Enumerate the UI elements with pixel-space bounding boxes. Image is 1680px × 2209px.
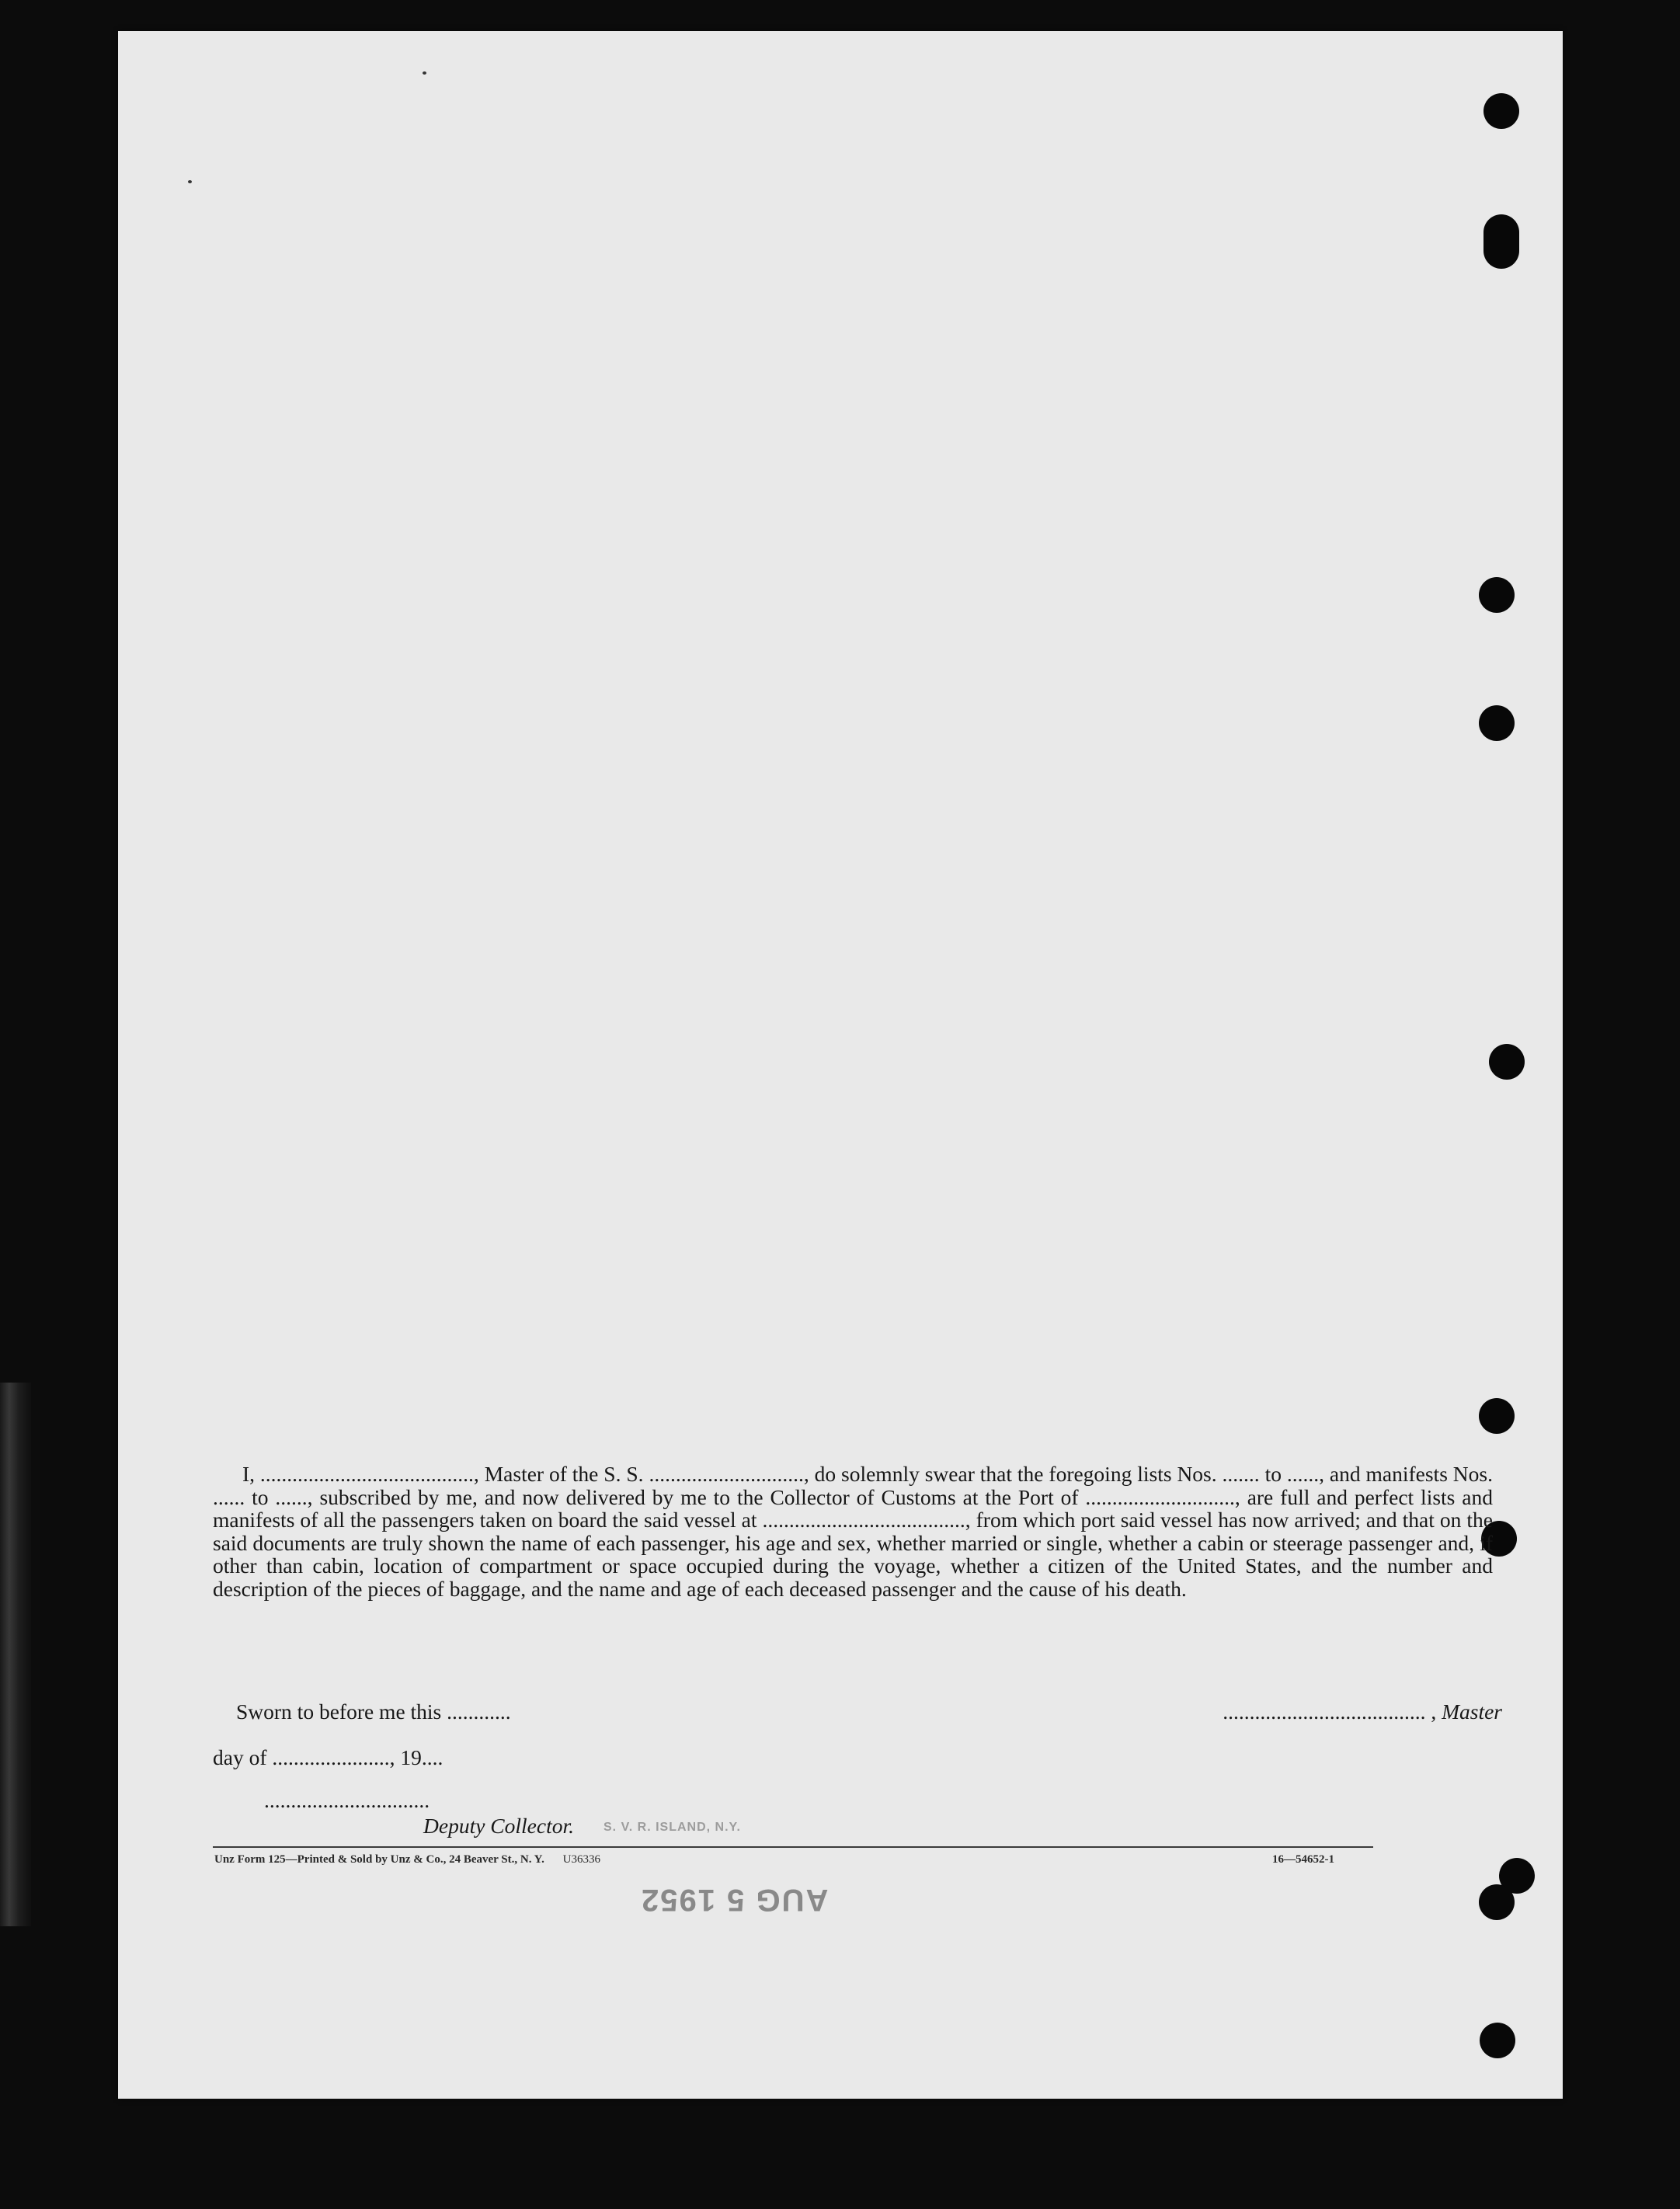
punch-hole xyxy=(1489,1044,1525,1080)
film-edge xyxy=(0,1383,31,1926)
sworn-line: Sworn to before me this ............ xyxy=(236,1699,511,1724)
master-label: Master xyxy=(1442,1699,1502,1724)
date-stamp: AUG 5 1952 xyxy=(640,1883,829,1917)
document-page xyxy=(118,31,1563,2099)
speck xyxy=(423,71,426,75)
form-number: 16—54652-1 xyxy=(1272,1853,1334,1866)
master-signature-line xyxy=(1223,1699,1502,1724)
deputy-signature-dots: ............................... xyxy=(264,1788,430,1812)
master-dots: ...................................... , xyxy=(1223,1699,1437,1724)
punch-hole xyxy=(1479,577,1515,613)
punch-hole xyxy=(1483,214,1519,269)
punch-hole xyxy=(1480,2023,1515,2058)
punch-hole xyxy=(1483,93,1519,129)
speck xyxy=(188,180,192,183)
form-imprint xyxy=(214,1853,600,1866)
imprint-code: U36336 xyxy=(562,1853,600,1866)
deputy-collector-label: Deputy Collector. xyxy=(423,1814,574,1838)
imprint-text: Unz Form 125—Printed & Sold by Unz & Co., 24 Beaver St., N. Y. xyxy=(214,1853,544,1866)
oath-text: I, ........................................, Master of the S. S. ............................., do solemnly swear that the foregoing lists Nos. ....... to ......, and manifests Nos. ...... to ......, subscribed by me, and now delivered by me to the Collector of Customs at the Port of ............................, are full and perfect lists and manifests of all the passengers taken on board the said vessel at ......................................, from which port said vessel has now arrived; and that on the said documents are truly shown the name of each passenger, his age and sex, whether married or single, whether a cabin or steerage passenger and, if other than cabin, location of compartment or space occupied during the voyage, whether a citizen of the United States, and the number and description of the pieces of baggage, and the name and age of each deceased passenger and the cause of his death. xyxy=(213,1462,1493,1601)
punch-hole xyxy=(1479,1884,1515,1920)
footer-rule xyxy=(213,1846,1373,1848)
punch-hole xyxy=(1479,1398,1515,1434)
day-of-line: day of ......................, 19.... xyxy=(213,1745,443,1769)
punch-hole xyxy=(1479,705,1515,741)
oath-paragraph xyxy=(213,1463,1493,1600)
faint-stamp: S. V. R. ISLAND, N.Y. xyxy=(603,1821,741,1834)
